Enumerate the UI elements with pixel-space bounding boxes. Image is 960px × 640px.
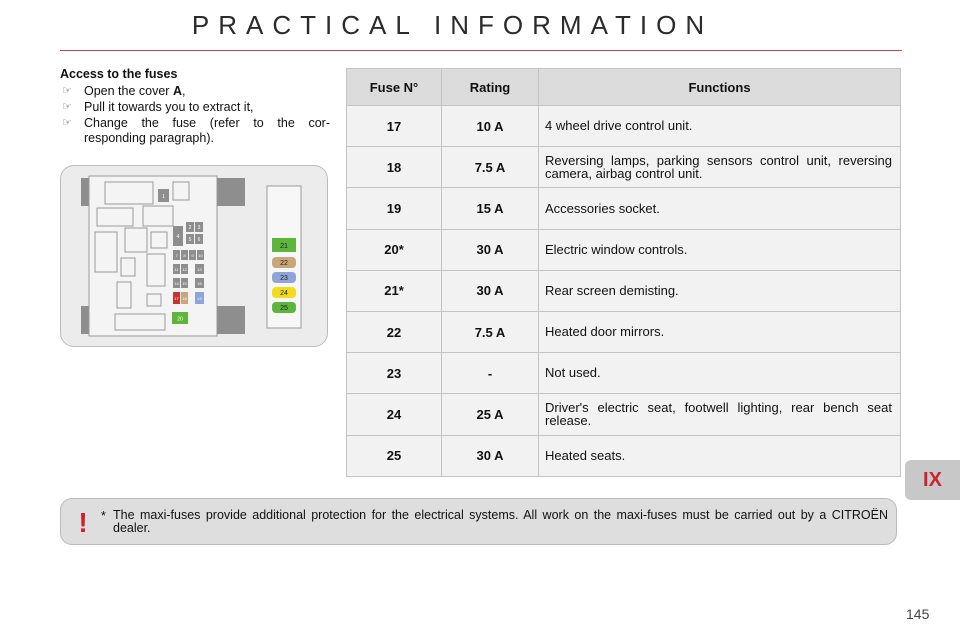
section-tab[interactable] — [905, 460, 960, 500]
fuse-label: 8 — [183, 253, 186, 258]
table-header-row — [347, 69, 901, 106]
fuse-rating: 15 A — [442, 188, 539, 229]
steps-list — [60, 84, 330, 146]
fuse-label: 1 — [162, 194, 165, 200]
table-row — [347, 435, 901, 476]
fuse-label: 12 — [182, 267, 187, 272]
step-text: Pull it towards you to extract it, — [84, 100, 254, 114]
pointing-hand-icon: ☞ — [62, 85, 72, 97]
fuse-number: 19 — [347, 188, 442, 229]
fuse-function: Rear screen demisting. — [539, 270, 901, 311]
pointing-hand-icon: ☞ — [62, 117, 72, 129]
page-title: PRACTICAL INFORMATION — [191, 10, 714, 40]
fuse-label: 16 — [197, 281, 202, 286]
fuse-number: 21* — [347, 270, 442, 311]
fuse-number: 17 — [347, 106, 442, 147]
fuse-number: 20* — [347, 229, 442, 270]
list-item — [60, 100, 330, 115]
fuse-rating: 10 A — [442, 106, 539, 147]
fuse-label: 5 — [188, 237, 192, 243]
column-header-fuse: Fuse N° — [347, 69, 442, 106]
fuse-label: 10 — [198, 253, 203, 258]
step-text — [84, 84, 330, 99]
note-asterisk: * — [101, 509, 106, 523]
list-item — [60, 116, 330, 146]
fuse-rating: 30 A — [442, 435, 539, 476]
table-row — [347, 229, 901, 270]
table-row — [347, 394, 901, 435]
fuse-function: 4 wheel drive control unit. — [539, 106, 901, 147]
access-heading: Access to the fuses — [60, 67, 178, 81]
fuse-label: 4 — [176, 234, 180, 240]
page-number: 145 — [906, 606, 930, 622]
fuse-label: 11 — [174, 267, 179, 272]
fuse-function: Electric window controls. — [539, 229, 901, 270]
step-text-part: Open the cover — [84, 84, 173, 98]
note-text: The maxi-fuses provide additional protection for the electrical systems. All work on the maxi-fuses must be carried out by a CITROËN dealer. — [113, 508, 888, 535]
fuse-label: 21 — [280, 243, 288, 250]
fuse-rating: 25 A — [442, 394, 539, 435]
fuse-rating: 30 A — [442, 270, 539, 311]
fuse-label: 15 — [182, 281, 187, 286]
step-text-suffix: , — [181, 84, 186, 98]
fuse-label: 22 — [280, 260, 288, 267]
table-row — [347, 147, 901, 188]
fuse-label: 23 — [280, 275, 288, 282]
fuse-function: Not used. — [539, 353, 901, 394]
fuse-box-diagram — [60, 165, 328, 347]
access-section — [60, 67, 330, 147]
step-text: Change the fuse (refer to the cor-responding paragraph). — [84, 116, 330, 145]
fuse-label: 20 — [177, 316, 183, 323]
fuse-label: 6 — [197, 237, 201, 243]
fuse-function: Driver's electric seat, footwell lighting, rear bench seat release. — [539, 394, 901, 435]
fuse-label: 19 — [197, 296, 202, 301]
fuse-number: 22 — [347, 311, 442, 352]
fuse-rating: 7.5 A — [442, 311, 539, 352]
fuse-number: 25 — [347, 435, 442, 476]
table-row — [347, 353, 901, 394]
list-item — [60, 84, 330, 99]
fuse-label: 13 — [197, 267, 202, 272]
header-divider — [60, 50, 902, 51]
fuse-function: Accessories socket. — [539, 188, 901, 229]
fuse-label: 25 — [280, 305, 288, 312]
section-tab-label: IX — [923, 468, 942, 491]
fuse-rating: 7.5 A — [442, 147, 539, 188]
fuse-label: 7 — [175, 253, 178, 258]
table-row — [347, 188, 901, 229]
pointing-hand-icon: ☞ — [62, 101, 72, 113]
fuse-function: Heated door mirrors. — [539, 311, 901, 352]
fuse-rating: 30 A — [442, 229, 539, 270]
fuse-label: 3 — [197, 225, 201, 231]
fuse-box-illustration — [61, 166, 329, 348]
fuse-label: 2 — [188, 225, 192, 231]
column-header-rating: Rating — [442, 69, 539, 106]
cover-label: A — [172, 84, 182, 98]
warning-icon: ! — [78, 506, 88, 538]
fuse-label: 18 — [182, 296, 187, 301]
fuse-function: Reversing lamps, parking sensors control unit, reversing camera, airbag control unit. — [539, 147, 901, 188]
table-row — [347, 270, 901, 311]
fuse-number: 24 — [347, 394, 442, 435]
fuse-function: Heated seats. — [539, 435, 901, 476]
maxi-fuse-note — [60, 498, 897, 545]
fuse-label: 24 — [280, 290, 288, 297]
table-row — [347, 106, 901, 147]
fuse-label: 9 — [191, 253, 194, 258]
fuse-number: 23 — [347, 353, 442, 394]
fuse-table — [346, 68, 901, 477]
fuse-label: 17 — [174, 296, 179, 301]
fuse-label: 14 — [174, 281, 179, 286]
table-row — [347, 311, 901, 352]
fuse-number: 18 — [347, 147, 442, 188]
fuse-rating: - — [442, 353, 539, 394]
column-header-functions: Functions — [539, 69, 901, 106]
